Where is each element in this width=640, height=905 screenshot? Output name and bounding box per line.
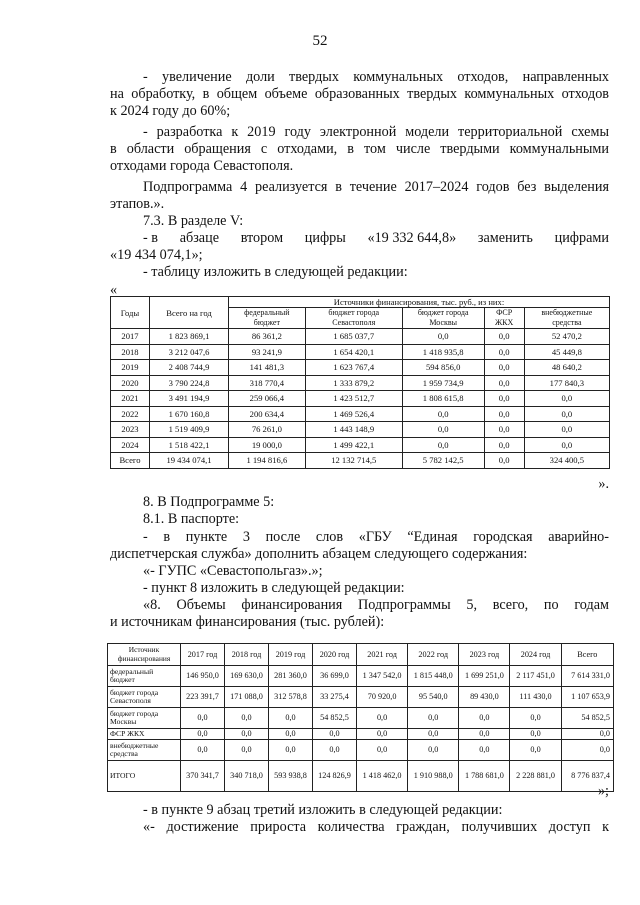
table-cell: 1 959 734,9 <box>402 375 484 391</box>
table-cell: 89 430,0 <box>459 687 510 708</box>
table-cell: 86 361,2 <box>229 329 306 345</box>
text-line: на обработку, в общем объеме образованных твердых коммунальных отходов <box>110 86 609 102</box>
text-line: диспетчерская служба» дополнить абзацем следующего содержания: <box>110 546 528 562</box>
col-header-year: 2019 год <box>269 644 313 666</box>
text-line: - в пункте 3 после слов «ГБУ “Единая городская аварийно- <box>143 529 609 545</box>
table-cell: 0,0 <box>402 406 484 422</box>
table-cell: 0,0 <box>225 708 269 729</box>
table-cell: 0,0 <box>510 740 561 761</box>
table-cell: 0,0 <box>561 740 613 761</box>
table-cell: 594 856,0 <box>402 360 484 376</box>
row-label: внебюджетные средства <box>108 740 181 761</box>
text-line: - увеличение доли твердых коммунальных отходов, направленных <box>143 69 609 85</box>
table-row <box>111 329 610 345</box>
table-cell: 1 194 816,6 <box>229 453 306 469</box>
table-cell: 5 782 142,5 <box>402 453 484 469</box>
col-header-year: 2018 год <box>225 644 269 666</box>
table-cell: 8 776 837,4 <box>561 761 613 792</box>
word: «19 332 644,8» <box>367 230 457 246</box>
table-cell: 1 808 615,8 <box>402 391 484 407</box>
table-row <box>108 740 614 761</box>
page-number: 52 <box>312 33 328 49</box>
table-cell: 1 685 037,7 <box>305 329 402 345</box>
table-cell: Всего <box>111 453 150 469</box>
table-cell: 0,0 <box>357 740 408 761</box>
table-cell: 19 000,0 <box>229 437 306 453</box>
table-row <box>108 708 614 729</box>
table-cell: 2 117 451,0 <box>510 666 561 687</box>
financing-table-subprogram4 <box>110 296 610 469</box>
text-line: отходами города Севастополя. <box>110 158 294 174</box>
table-cell: 0,0 <box>510 729 561 740</box>
table-cell: 0,0 <box>181 729 225 740</box>
table-cell: 0,0 <box>459 740 510 761</box>
table-cell: 95 540,0 <box>408 687 459 708</box>
table-cell: 259 066,4 <box>229 391 306 407</box>
word: цифрами <box>554 230 609 246</box>
section-heading: 8.1. В паспорте: <box>143 511 240 527</box>
text-line: Подпрограмма 4 реализуется в течение 2017–2024 годов без выделения <box>143 179 609 195</box>
quote-close: ». <box>598 476 609 492</box>
table-cell: 93 241,9 <box>229 344 306 360</box>
table-row <box>111 437 610 453</box>
table-cell: 7 614 331,0 <box>561 666 613 687</box>
table-cell: 146 950,0 <box>181 666 225 687</box>
table-cell: 318 770,4 <box>229 375 306 391</box>
text-line: «- достижение прироста количества граждан, получивших доступ к <box>143 819 609 835</box>
table-cell: 1 699 251,0 <box>459 666 510 687</box>
text-line: - разработка к 2019 году электронной модели территориальной схемы <box>143 124 609 140</box>
table-cell: 0,0 <box>484 391 524 407</box>
table-cell: 200 634,4 <box>229 406 306 422</box>
table-row <box>111 360 610 376</box>
table-row <box>111 391 610 407</box>
table-row <box>111 344 610 360</box>
text-line-spread <box>143 230 609 247</box>
table-cell: 1 823 869,1 <box>150 329 229 345</box>
col-header: бюджет города Севастополя <box>305 308 402 329</box>
quote-open: « <box>110 282 118 298</box>
table-cell: 0,0 <box>524 391 609 407</box>
table-row <box>111 453 610 469</box>
table-cell: 177 840,3 <box>524 375 609 391</box>
row-label: ИТОГО <box>108 761 181 792</box>
table-cell: 1 670 160,8 <box>150 406 229 422</box>
col-header: бюджет города Москвы <box>402 308 484 329</box>
table-cell: 2 228 881,0 <box>510 761 561 792</box>
text-line: - таблицу изложить в следующей редакции: <box>143 264 408 280</box>
table-cell: 0,0 <box>459 729 510 740</box>
col-header-year: 2022 год <box>408 644 459 666</box>
col-header-year: 2023 год <box>459 644 510 666</box>
row-label: федеральный бюджет <box>108 666 181 687</box>
table-cell: 1 443 148,9 <box>305 422 402 438</box>
table-cell: 1 469 526,4 <box>305 406 402 422</box>
table-cell: 0,0 <box>524 406 609 422</box>
table-cell: 2021 <box>111 391 150 407</box>
row-label: бюджет города Москвы <box>108 708 181 729</box>
col-header-total: Всего <box>561 644 613 666</box>
table-cell: 1 910 988,0 <box>408 761 459 792</box>
text-line: этапов.». <box>110 196 165 212</box>
text-line: «19 434 074,1»; <box>110 247 203 263</box>
word: цифры <box>304 230 346 246</box>
table-cell: 2024 <box>111 437 150 453</box>
table-cell: 2017 <box>111 329 150 345</box>
table-cell: 0,0 <box>269 729 313 740</box>
table-cell: 0,0 <box>484 360 524 376</box>
table-cell: 0,0 <box>225 740 269 761</box>
table-cell: 1 623 767,4 <box>305 360 402 376</box>
table-cell: 1 107 653,9 <box>561 687 613 708</box>
table-cell: 0,0 <box>402 329 484 345</box>
table-cell: 2022 <box>111 406 150 422</box>
table-cell: 0,0 <box>524 422 609 438</box>
text-line: «- ГУПС «Севастопольгаз».»; <box>143 563 323 579</box>
col-header-year: 2021 год <box>357 644 408 666</box>
table-cell: 36 699,0 <box>313 666 357 687</box>
text-line: и источникам финансирования (тыс. рублей): <box>110 614 385 630</box>
table-cell: 54 852,5 <box>313 708 357 729</box>
table-cell: 169 630,0 <box>225 666 269 687</box>
table-cell: 2019 <box>111 360 150 376</box>
table-cell: 0,0 <box>408 740 459 761</box>
table-cell: 0,0 <box>484 329 524 345</box>
table-cell: 1 519 409,9 <box>150 422 229 438</box>
col-header-total: Всего на год <box>150 297 229 329</box>
table-cell: 0,0 <box>402 422 484 438</box>
table-cell: 0,0 <box>459 708 510 729</box>
table-cell: 0,0 <box>524 437 609 453</box>
text-line: в области обращения с отходами, в том числе твердыми коммунальными <box>110 141 609 157</box>
table-cell: 0,0 <box>269 708 313 729</box>
col-header-years: Годы <box>111 297 150 329</box>
col-header-year: 2017 год <box>181 644 225 666</box>
col-header: федеральный бюджет <box>229 308 306 329</box>
section-heading: 8. В Подпрограмме 5: <box>143 494 275 510</box>
table-cell: 52 470,2 <box>524 329 609 345</box>
table-row <box>111 406 610 422</box>
table-cell: 0,0 <box>402 437 484 453</box>
table-cell: 33 275,4 <box>313 687 357 708</box>
row-label: бюджет города Севастополя <box>108 687 181 708</box>
table-row <box>108 666 614 687</box>
table-cell: 0,0 <box>313 740 357 761</box>
table-cell: 19 434 074,1 <box>150 453 229 469</box>
col-header-year: 2020 год <box>313 644 357 666</box>
table-cell: 1 423 512,7 <box>305 391 402 407</box>
table-cell: 1 418 462,0 <box>357 761 408 792</box>
table-cell: 3 491 194,9 <box>150 391 229 407</box>
table-cell: 0,0 <box>510 708 561 729</box>
table-cell: 0,0 <box>313 729 357 740</box>
table-cell: 0,0 <box>357 729 408 740</box>
table-cell: 1 518 422,1 <box>150 437 229 453</box>
table-cell: 2018 <box>111 344 150 360</box>
table-cell: 0,0 <box>181 740 225 761</box>
table-row <box>108 761 614 792</box>
table-cell: 0,0 <box>561 729 613 740</box>
table-cell: 0,0 <box>269 740 313 761</box>
table-cell: 0,0 <box>484 344 524 360</box>
quote-close: »; <box>597 783 609 799</box>
table-cell: 76 261,0 <box>229 422 306 438</box>
table-cell: 0,0 <box>484 437 524 453</box>
table-cell: 370 341,7 <box>181 761 225 792</box>
table-cell: 0,0 <box>484 375 524 391</box>
section-heading: 7.3. В разделе V: <box>143 213 244 229</box>
table-cell: 324 400,5 <box>524 453 609 469</box>
text-line: - пункт 8 изложить в следующей редакции: <box>143 580 405 596</box>
row-label: ФСР ЖКХ <box>108 729 181 740</box>
table-cell: 54 852,5 <box>561 708 613 729</box>
table-cell: 223 391,7 <box>181 687 225 708</box>
table-cell: 1 418 935,8 <box>402 344 484 360</box>
table-cell: 111 430,0 <box>510 687 561 708</box>
table-cell: 12 132 714,5 <box>305 453 402 469</box>
table-cell: 2020 <box>111 375 150 391</box>
table-cell: 45 449,8 <box>524 344 609 360</box>
financing-table-subprogram5 <box>107 643 614 792</box>
table-cell: 3 212 047,6 <box>150 344 229 360</box>
table-cell: 312 578,8 <box>269 687 313 708</box>
table-cell: 340 718,0 <box>225 761 269 792</box>
table-cell: 0,0 <box>408 729 459 740</box>
table-cell: 1 788 681,0 <box>459 761 510 792</box>
table-cell: 0,0 <box>484 406 524 422</box>
table-row <box>111 422 610 438</box>
text-line: - в пункте 9 абзац третий изложить в следующей редакции: <box>143 802 503 818</box>
table-cell: 124 826,9 <box>313 761 357 792</box>
col-header-source: Источник финансирования <box>108 644 181 666</box>
text-line: к 2024 году до 60%; <box>110 103 231 119</box>
col-header-sources: Источники финансирования, тыс. руб., из них: <box>229 297 610 308</box>
table-cell: 3 790 224,8 <box>150 375 229 391</box>
table-cell: 48 640,2 <box>524 360 609 376</box>
col-header: внебюджетные средства <box>524 308 609 329</box>
col-header: ФСР ЖКХ <box>484 308 524 329</box>
text-line: «8. Объемы финансирования Подпрограммы 5, всего, по годам <box>143 597 609 613</box>
word: абзаце <box>179 230 219 246</box>
table-cell: 0,0 <box>484 422 524 438</box>
word: заменить <box>477 230 533 246</box>
col-header-year: 2024 год <box>510 644 561 666</box>
table-cell: 70 920,0 <box>357 687 408 708</box>
table-cell: 1 815 448,0 <box>408 666 459 687</box>
table-cell: 0,0 <box>225 729 269 740</box>
table-cell: 0,0 <box>357 708 408 729</box>
table-cell: 593 938,8 <box>269 761 313 792</box>
table-cell: 0,0 <box>181 708 225 729</box>
word: - в <box>143 230 158 246</box>
word: втором <box>240 230 284 246</box>
table-cell: 0,0 <box>484 453 524 469</box>
table-cell: 2 408 744,9 <box>150 360 229 376</box>
table-cell: 1 333 879,2 <box>305 375 402 391</box>
table-cell: 141 481,3 <box>229 360 306 376</box>
table-cell: 0,0 <box>408 708 459 729</box>
table-row <box>108 687 614 708</box>
table-cell: 1 347 542,0 <box>357 666 408 687</box>
table-cell: 2023 <box>111 422 150 438</box>
table-cell: 171 088,0 <box>225 687 269 708</box>
table-row <box>108 729 614 740</box>
table-row <box>111 375 610 391</box>
table-cell: 281 360,0 <box>269 666 313 687</box>
table-cell: 1 654 420,1 <box>305 344 402 360</box>
table-cell: 1 499 422,1 <box>305 437 402 453</box>
